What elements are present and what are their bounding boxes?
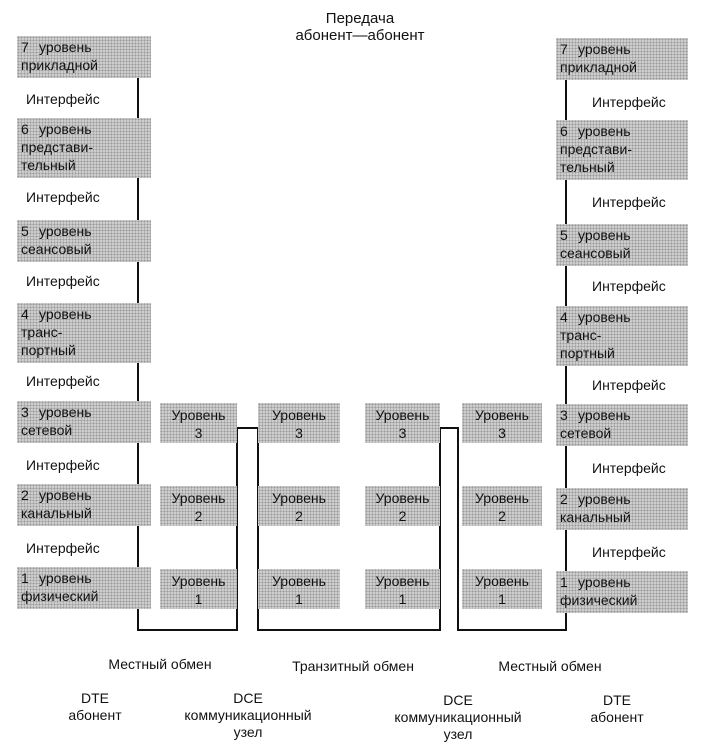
right-interface-2: Интерфейс bbox=[592, 194, 666, 210]
node-layer-1 bbox=[462, 569, 542, 609]
layer-word: уровень bbox=[578, 491, 631, 507]
node-label: Уровень bbox=[272, 490, 326, 506]
station-dte-left bbox=[40, 690, 150, 724]
node-layer-3 bbox=[462, 403, 542, 443]
node-layer-1 bbox=[160, 569, 237, 609]
layer-name: сетевой bbox=[21, 422, 73, 438]
node-number: 2 bbox=[398, 508, 407, 524]
layer-name: физический bbox=[560, 592, 638, 608]
local-exchange-right-label: Местный обмен bbox=[498, 658, 602, 674]
node-number: 2 bbox=[498, 508, 506, 524]
station-role: абонент bbox=[590, 709, 644, 725]
station-type: DCE bbox=[443, 692, 473, 708]
layer-word: уровень bbox=[578, 574, 631, 590]
layer-name: представи- bbox=[21, 139, 93, 155]
node-layer-3 bbox=[258, 403, 340, 443]
title-line-2: абонент—абонент bbox=[295, 27, 425, 44]
layer-number: 7 bbox=[560, 41, 568, 57]
node-number: 1 bbox=[398, 591, 407, 607]
right-interface-6: Интерфейс bbox=[592, 544, 666, 560]
layer-name: сеансовый bbox=[21, 241, 92, 257]
layer-number: 1 bbox=[560, 574, 568, 590]
layer-word: уровень bbox=[578, 123, 631, 139]
left-interface-3: Интерфейс bbox=[26, 273, 100, 289]
left-layer-2 bbox=[17, 484, 151, 526]
node-number: 1 bbox=[194, 591, 203, 607]
layer-name: сеансовый bbox=[560, 245, 631, 261]
layer-name: канальный bbox=[21, 505, 92, 521]
right-interface-5: Интерфейс bbox=[592, 460, 666, 476]
transit-exchange-label: Транзитный обмен bbox=[292, 658, 414, 674]
node-number: 1 bbox=[295, 591, 303, 607]
right-layer-4 bbox=[556, 306, 688, 366]
node-number: 3 bbox=[498, 425, 506, 441]
left-layer-6 bbox=[17, 118, 151, 178]
layer-name-cont: тельный bbox=[560, 159, 615, 175]
station-role: коммуникационный bbox=[394, 709, 522, 725]
left-interface-6: Интерфейс bbox=[26, 540, 100, 556]
layer-number: 6 bbox=[21, 121, 29, 137]
layer-name: канальный bbox=[560, 509, 631, 525]
layer-word: уровень bbox=[39, 39, 92, 55]
left-interface-1: Интерфейс bbox=[26, 91, 100, 107]
node-number: 2 bbox=[295, 508, 303, 524]
path-left-endpoint bbox=[138, 58, 566, 630]
left-interface-2: Интерфейс bbox=[26, 189, 100, 205]
node-label: Уровень bbox=[375, 490, 430, 506]
left-layer-5 bbox=[17, 220, 151, 262]
node-layer-1 bbox=[258, 569, 340, 609]
left-layer-3 bbox=[17, 401, 151, 443]
layer-word: уровень bbox=[578, 407, 631, 423]
station-type: DCE bbox=[233, 690, 263, 706]
node-label: Уровень bbox=[171, 573, 226, 589]
node-layer-2 bbox=[462, 486, 542, 526]
station-role: коммуникационный bbox=[184, 707, 312, 723]
layer-word: уровень bbox=[578, 227, 631, 243]
station-dte-right bbox=[562, 692, 672, 726]
layer-number: 3 bbox=[560, 407, 568, 423]
station-type: DTE bbox=[81, 690, 109, 706]
layer-name-cont: тельный bbox=[21, 157, 76, 173]
node-label: Уровень bbox=[475, 407, 529, 423]
node-label: Уровень bbox=[375, 407, 430, 423]
left-layer-4 bbox=[17, 303, 151, 363]
node-layer-2 bbox=[258, 486, 340, 526]
left-interface-5: Интерфейс bbox=[26, 457, 100, 473]
station-role-cont: узел bbox=[443, 726, 473, 742]
layer-number: 5 bbox=[560, 227, 568, 243]
node-number: 2 bbox=[194, 508, 203, 524]
right-layer-5 bbox=[556, 224, 688, 266]
node-label: Уровень bbox=[171, 490, 226, 506]
node-layer-1 bbox=[365, 569, 440, 609]
layer-word: уровень bbox=[578, 309, 631, 325]
layer-number: 5 bbox=[21, 223, 29, 239]
layer-number: 2 bbox=[21, 487, 29, 503]
node-label: Уровень bbox=[171, 407, 226, 423]
layer-number: 6 bbox=[560, 123, 568, 139]
layer-number: 1 bbox=[21, 570, 29, 586]
right-layer-1 bbox=[556, 571, 688, 613]
layer-word: уровень bbox=[578, 41, 631, 57]
right-interface-1: Интерфейс bbox=[592, 94, 666, 110]
layer-name: транс- bbox=[21, 324, 63, 340]
node-label: Уровень bbox=[375, 573, 430, 589]
layer-number: 2 bbox=[560, 491, 568, 507]
right-layer-3 bbox=[556, 404, 688, 446]
right-layer-6 bbox=[556, 120, 688, 180]
layer-name: транс- bbox=[560, 327, 602, 343]
station-role-cont: узел bbox=[233, 724, 263, 740]
layer-name-cont: портный bbox=[21, 342, 76, 358]
layer-name: прикладной bbox=[21, 57, 98, 73]
station-dce-left bbox=[168, 690, 328, 741]
layer-word: уровень bbox=[39, 121, 92, 137]
layer-number: 3 bbox=[21, 404, 29, 420]
node-layer-3 bbox=[365, 403, 440, 443]
node-number: 3 bbox=[398, 425, 407, 441]
right-layer-2 bbox=[556, 488, 688, 530]
layer-word: уровень bbox=[39, 570, 92, 586]
node-number: 3 bbox=[295, 425, 303, 441]
left-interface-4: Интерфейс bbox=[26, 373, 100, 389]
layer-number: 4 bbox=[21, 306, 29, 322]
node-layer-2 bbox=[160, 486, 237, 526]
left-layer-7 bbox=[17, 36, 151, 78]
right-interface-4: Интерфейс bbox=[592, 377, 666, 393]
layer-name: физический bbox=[21, 588, 99, 604]
right-layer-7 bbox=[556, 38, 688, 80]
layer-number: 4 bbox=[560, 309, 568, 325]
layer-name-cont: портный bbox=[560, 345, 615, 361]
node-layer-3 bbox=[160, 403, 237, 443]
node-layer-2 bbox=[365, 486, 440, 526]
node-label: Уровень bbox=[272, 407, 326, 423]
node-number: 3 bbox=[194, 425, 203, 441]
node-label: Уровень bbox=[272, 573, 326, 589]
layer-word: уровень bbox=[39, 223, 92, 239]
node-label: Уровень bbox=[475, 490, 529, 506]
layer-word: уровень bbox=[39, 306, 92, 322]
station-dce-right bbox=[378, 692, 538, 743]
layer-name: представи- bbox=[560, 141, 632, 157]
station-type: DTE bbox=[603, 692, 631, 708]
station-role: абонент bbox=[68, 707, 122, 723]
layer-name: прикладной bbox=[560, 59, 637, 75]
title-line-1: Передача bbox=[325, 10, 395, 27]
local-exchange-left-label: Местный обмен bbox=[108, 656, 212, 672]
left-layer-1 bbox=[17, 567, 151, 609]
right-interface-3: Интерфейс bbox=[592, 278, 666, 294]
layer-word: уровень bbox=[39, 404, 92, 420]
node-label: Уровень bbox=[475, 573, 529, 589]
layer-word: уровень bbox=[39, 487, 92, 503]
node-number: 1 bbox=[498, 591, 506, 607]
layer-name: сетевой bbox=[560, 425, 612, 441]
layer-number: 7 bbox=[21, 39, 29, 55]
